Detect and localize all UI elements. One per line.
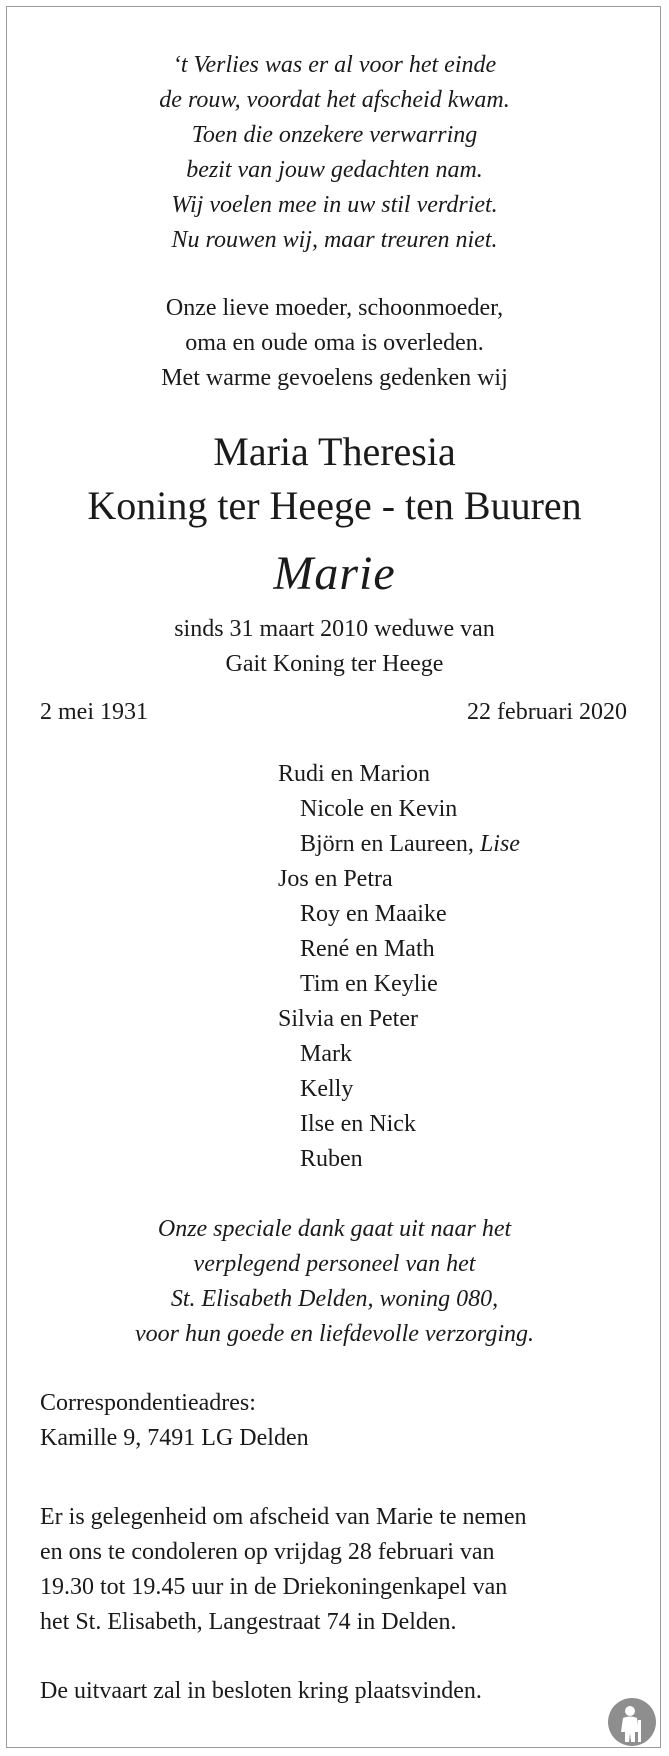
family-member: Kelly <box>300 1076 354 1102</box>
family-member: Ilse en Nick <box>300 1111 416 1137</box>
family-member: Nicole en Kevin <box>300 796 458 822</box>
family-member: Rudi en Marion <box>278 761 430 787</box>
deceased-surname: Koning ter Heege - ten Buuren <box>87 483 582 528</box>
intro-line: oma en oude oma is overleden. <box>185 330 484 356</box>
poem-line: Nu rouwen wij, maar treuren niet. <box>171 227 498 253</box>
family-list <box>278 757 520 1177</box>
intro-line: Met warme gevoelens gedenken wij <box>161 365 508 391</box>
mourning-figure-icon <box>608 1698 656 1746</box>
farewell-line: 19.30 tot 19.45 uur in de Driekoningenkapel van <box>40 1574 508 1600</box>
poem-line: Toen die onzekere verwarring <box>191 122 478 148</box>
family-member: Björn en Laureen, Lise <box>300 831 520 857</box>
family-member: Roy en Maaike <box>300 901 447 927</box>
thanks-line: verplegend personeel van het <box>193 1251 476 1277</box>
thanks-line: St. Elisabeth Delden, woning 080, <box>170 1286 499 1312</box>
deceased-nickname: Marie <box>273 547 396 600</box>
widow-line: Gait Koning ter Heege <box>225 651 444 677</box>
farewell-line: het St. Elisabeth, Langestraat 74 in Delden. <box>40 1609 457 1635</box>
family-member: René en Math <box>300 936 435 962</box>
closing-line: De uitvaart zal in besloten kring plaatsvinden. <box>40 1678 482 1704</box>
great-grandchild-name: Lise <box>479 831 520 857</box>
death-date: 22 februari 2020 <box>467 699 627 725</box>
family-member: Jos en Petra <box>278 866 393 892</box>
birth-date: 2 mei 1931 <box>40 699 148 725</box>
deceased-first-names: Maria Theresia <box>213 429 456 474</box>
correspondence-address: Kamille 9, 7491 LG Delden <box>40 1425 309 1451</box>
family-member: Tim en Keylie <box>300 971 438 997</box>
poem-line: de rouw, voordat het afscheid kwam. <box>159 87 510 113</box>
thanks-line: Onze speciale dank gaat uit naar het <box>157 1216 512 1242</box>
poem-line: bezit van jouw gedachten nam. <box>186 157 483 183</box>
thanks-line: voor hun goede en liefdevolle verzorging. <box>135 1321 534 1347</box>
poem-line: Wij voelen mee in uw stil verdriet. <box>171 192 498 218</box>
widow-line: sinds 31 maart 2010 weduwe van <box>174 616 495 642</box>
intro-line: Onze lieve moeder, schoonmoeder, <box>165 295 504 321</box>
family-member: Silvia en Peter <box>278 1006 418 1032</box>
poem-line: ‘t Verlies was er al voor het einde <box>172 52 497 78</box>
correspondence-label: Correspondentieadres: <box>40 1390 256 1416</box>
farewell-line: Er is gelegenheid om afscheid van Marie te nemen <box>40 1504 527 1530</box>
farewell-line: en ons te condoleren op vrijdag 28 februari van <box>40 1539 495 1565</box>
family-member: Mark <box>300 1041 352 1067</box>
family-member: Ruben <box>300 1146 363 1172</box>
